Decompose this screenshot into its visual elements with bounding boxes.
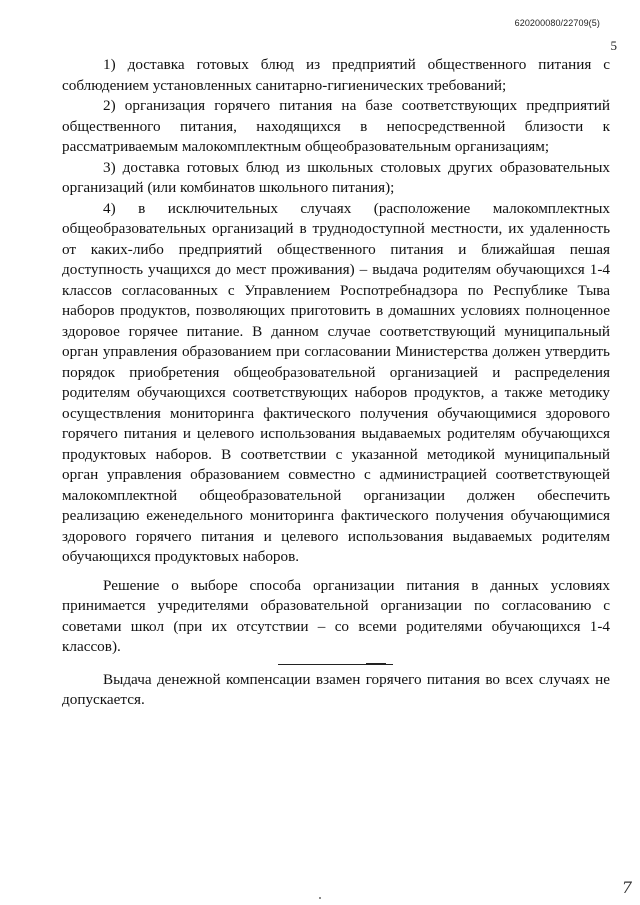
page-number: 5 bbox=[610, 38, 617, 53]
paragraph-item-1: 1) доставка готовых блюд из предприятий общественного питания с соблюдением установленных санитарно-гигиенических требований; bbox=[62, 56, 610, 94]
paragraph-decision: Решение о выборе способа организации питания в данных условиях принимается учредителями образовательной организации по согласованию с советами школ (при их отсутствии – со всеми родителями обучающихся 1-4 классов). bbox=[62, 576, 610, 655]
document-id: 620200080/22709(5) bbox=[514, 18, 600, 28]
paragraph-compensation: Выдача денежной компенсации взамен горячего питания во всех случаях не допускается. bbox=[62, 670, 610, 708]
scan-dot bbox=[319, 897, 321, 899]
paragraph-item-3: 3) доставка готовых блюд из школьных столовых других образовательных организаций (или комбинатов школьного питания); bbox=[62, 158, 610, 196]
handwritten-page-mark: 7 bbox=[621, 878, 632, 897]
document-body bbox=[62, 55, 610, 711]
paragraph-item-4: 4) в исключительных случаях (расположение малокомплектных общеобразовательных организаций в труднодоступной местности, их удаленность от каких-либо предприятий общественного питания и ближайшая пешая доступность учащихся до мест проживания) – выдача родителям обучающихся 1-4 классов согласованных с Управлением Роспотребнадзора по Республике Тыва наборов продуктов, позволяющих приготовить в домашних условиях полноценное здоровое горячее питание. В данном случае соответствующий муниципальный орган управления образованием при согласовании Министерства должен утвердить порядок приобретения общеобразовательной организацией и распределения родителям обучающихся соответствующих наборов продуктов, а также методику осуществления мониторинга фактического получения обучающимися здорового горячего питания и целевого использования выдаваемых родителям обучающихся продуктовых наборов. В соответствии с указанной методикой муниципальный орган управления образованием совместно с администрацией соответствующей малокомплектной общеобразовательной организации должен обеспечить реализацию еженедельного мониторинга фактического получения обучающимися здорового горячего питания и целевого использования выдаваемых родителям обучающихся продуктовых наборов. bbox=[62, 199, 610, 565]
paragraph-item-2: 2) организация горячего питания на базе соответствующих предприятий общественного питания, находящихся в непосредственной близости к рассматриваемым малокомплектным общеобразовательным организациям; bbox=[62, 97, 610, 155]
end-of-text-rule bbox=[278, 664, 393, 665]
